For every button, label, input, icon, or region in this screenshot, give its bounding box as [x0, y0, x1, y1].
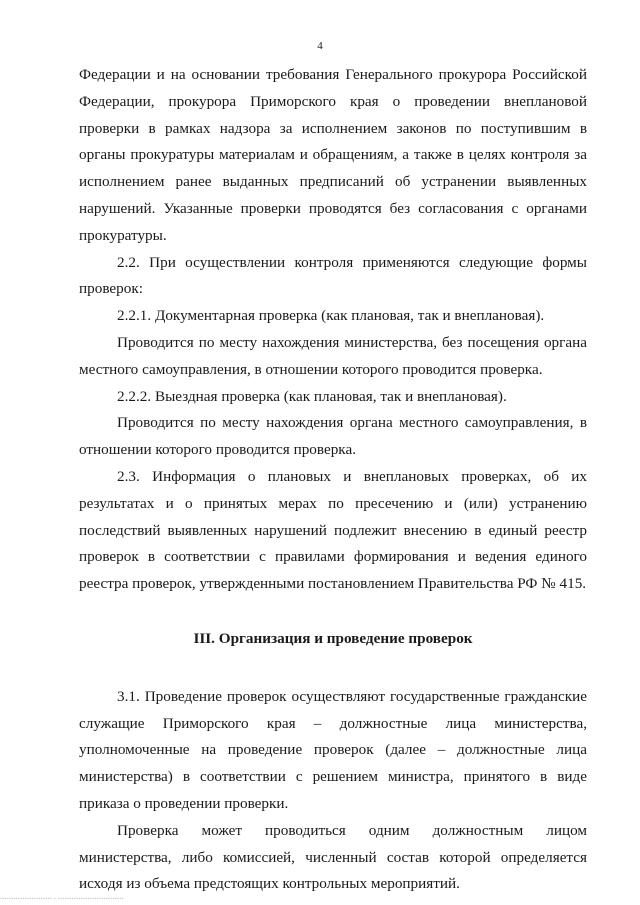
- paragraph-continuation: Федерации и на основании требования Генерального прокурора Российской Федерации, прокурора Приморского края о проведении внеплановой проверки в рамках надзора за исполнением законов по поступившим в органы прокуратуры материалам и обращениям, а также в целях контроля за исполнением ранее выданных предписаний об устранении выявленных нарушений. Указанные проверки проводятся без согласования с органами прокуратуры.: [79, 66, 587, 244]
- paragraph-2-2-2: 2.2.2. Выездная проверка (как плановая, так и внеплановая).: [117, 387, 507, 405]
- page-number: 4: [317, 40, 323, 52]
- paragraph-field-check: Проводится по месту нахождения органа местного самоуправления, в отношении которого проводится проверка.: [79, 414, 587, 459]
- paragraph-3-1: 3.1. Проведение проверок осуществляют государственные гражданские служащие Приморского края – должностные лица министерства, уполномоченные на проведение проверок (далее – должностные лица министерства) в соответствии с решением министра, принятого в виде приказа о проведении проверки.: [79, 687, 587, 812]
- paragraph-documentary-check: Проводится по месту нахождения министерства, без посещения органа местного самоуправления, в отношении которого проводится проверка.: [79, 333, 587, 378]
- section-heading: III. Организация и проведение проверок: [193, 629, 473, 647]
- paragraph-commission: Проверка может проводиться одним должностным лицом министерства, либо комиссией, численный состав которой определяется исходя из объема предстоящих контрольных мероприятий.: [79, 821, 587, 893]
- paragraph-2-2-1: 2.2.1. Документарная проверка (как плановая, так и внеплановая).: [117, 307, 545, 325]
- document-body: [79, 62, 587, 898]
- paragraph-2-3: 2.3. Информация о плановых и внеплановых проверках, об их результатах и о принятых мерах по пресечению и (или) устранению последствий выявленных нарушений подлежит внесению в единый реестр проверок в соответствии с правилами формирования и ведения единого реестра проверок, утвержденными постановлением Правительства РФ № 415.: [79, 467, 587, 593]
- paragraph-2-2: 2.2. При осуществлении контроля применяются следующие формы проверок:: [79, 253, 587, 298]
- scan-artifact: ▪▪▪▪▪▪▪▪▪▪▪▪▪▪▪▪▪▪▪▪▪▪▪ ▪ ▪▪▪▪▪▪▪▪▪▪▪▪▪▪▪▪▪▪▪▪▪▪▪▪▪▪▪▪▪: [0, 897, 124, 902]
